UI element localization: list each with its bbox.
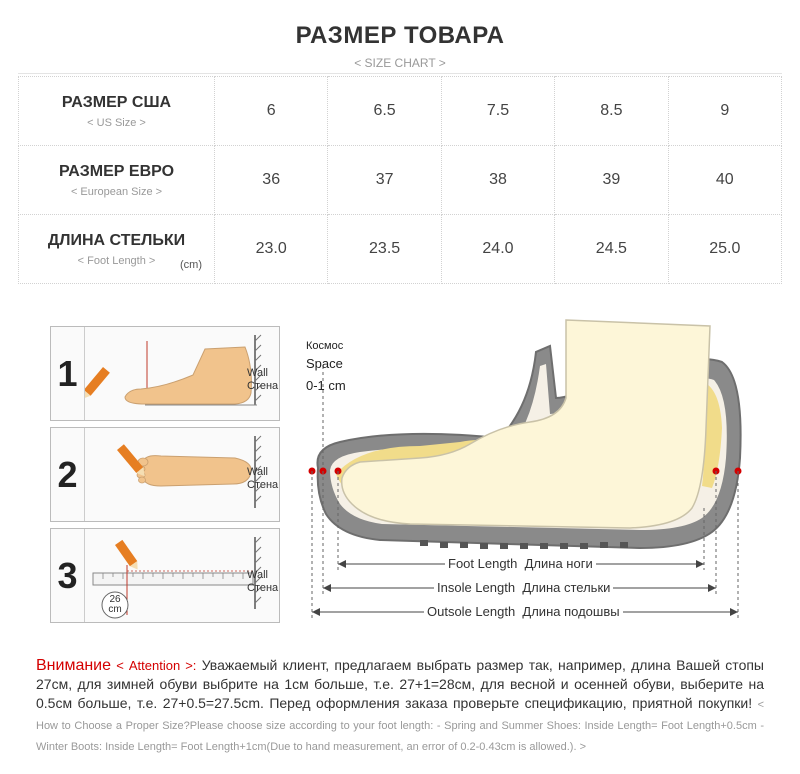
table-cell: 36 — [215, 146, 328, 215]
row-header-eu — [19, 146, 215, 215]
table-cell: 24.5 — [555, 215, 668, 284]
step-1-panel — [50, 326, 280, 421]
size-chart-header — [18, 0, 782, 74]
table-cell: 38 — [441, 146, 554, 215]
table-cell: 7.5 — [441, 77, 554, 146]
foot-length-label: Foot Length Длина ноги — [445, 556, 596, 571]
row-sublabel: < Foot Length > — [77, 254, 156, 267]
row-label: ДЛИНА СТЕЛЬКИ — [47, 231, 186, 249]
row-header-length — [19, 215, 215, 284]
table-cell: 24.0 — [441, 215, 554, 284]
space-label-en: Space — [306, 356, 343, 371]
table-row-length — [19, 215, 782, 284]
insole-length-label: Insole Length Длина стельки — [434, 580, 613, 595]
table-row-eu — [19, 146, 782, 215]
table-cell: 6 — [215, 77, 328, 146]
step-3-panel — [50, 528, 280, 623]
table-cell: 9 — [668, 77, 781, 146]
row-sublabel: < US Size > — [87, 116, 146, 129]
wall-label: Wall Стена — [247, 367, 279, 392]
table-cell: 8.5 — [555, 77, 668, 146]
space-label-ru: Космос — [306, 340, 344, 352]
table-cell: 39 — [555, 146, 668, 215]
space-range: 0-1 cm — [306, 378, 346, 393]
attention-title-en: < Attention > — [116, 658, 193, 673]
table-cell: 23.0 — [215, 215, 328, 284]
page-subtitle: < SIZE CHART > — [354, 56, 446, 70]
attention-title: Внимание — [36, 657, 112, 674]
outsole-length-label: Outsole Length Длина подошвы — [424, 604, 623, 619]
wall-label: Wall Стена — [247, 466, 279, 491]
size-table — [18, 76, 782, 284]
page-title: РАЗМЕР ТОВАРА — [295, 22, 505, 49]
attention-colon: : — [192, 658, 197, 673]
attention-note — [36, 656, 764, 757]
attention-text-ru: Уважаемый клиент, предлагаем выбрать размер так, например, длина Вашей стопы 27см, для зимней обуви выбрите на 1см больше, т.е. 27+1=28см, для весной и осенней обуви, выберите на 0.5см больше, т.е. 27+0.5=27.5cm. Перед оформления заказа проверьте спецификацию, приятной покупки! — [36, 657, 764, 711]
row-unit: (cm) — [180, 259, 202, 271]
table-cell: 40 — [668, 146, 781, 215]
attention-text-en: < How to Choose a Proper Size?Please choose size according to your foot length: - Spring and Summer Shoes: Inside Length= Foot Length+0.5cm - Winter Boots: Inside Length= Foot Length+1cm(Due to hand measurement, an error of 0.2-0.43cm is allowed.). > — [36, 699, 765, 753]
table-row-us — [19, 77, 782, 146]
measurement-steps — [50, 326, 280, 629]
step-number: 3 — [51, 529, 85, 622]
table-cell: 37 — [328, 146, 441, 215]
step-number: 1 — [51, 327, 85, 420]
table-cell: 25.0 — [668, 215, 781, 284]
table-cell: 6.5 — [328, 77, 441, 146]
row-sublabel: < European Size > — [70, 185, 163, 198]
step-2-panel — [50, 427, 280, 522]
row-label: РАЗМЕР ЕВРО — [58, 162, 175, 180]
wall-label: Wall Стена — [247, 569, 279, 594]
step-number: 2 — [51, 428, 85, 521]
row-label: РАЗМЕР США — [61, 93, 172, 111]
table-cell: 23.5 — [328, 215, 441, 284]
row-header-us — [19, 77, 215, 146]
ruler-value: 26 cm — [108, 594, 122, 615]
